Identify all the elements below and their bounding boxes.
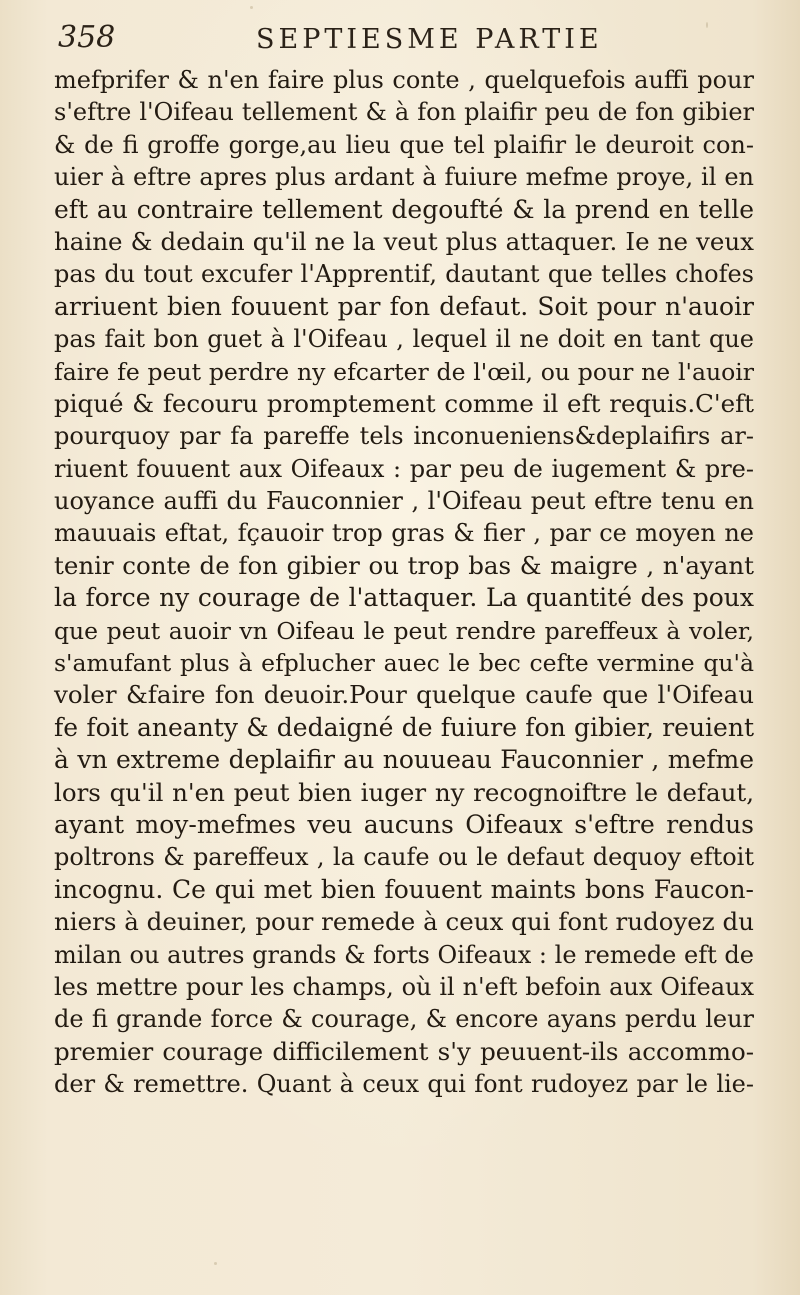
text-line: mefprifer & n'en faire plus conte , quelquefois auffi pour (54, 66, 754, 94)
text-line: arriuent bien fouuent par fon defaut. Soit pour n'auoir (54, 291, 754, 321)
paper-speck (250, 6, 253, 9)
text-line: voler &faire fon deuoir.Pour quelque caufe que l'Oifeau (54, 680, 754, 710)
main-text (54, 64, 754, 1101)
text-line: eft au contraire tellement degoufté & la prend en telle (54, 194, 754, 224)
text-line: incognu. Ce qui met bien fouuent maints bons Faucon- (54, 874, 754, 904)
text-line: fe foit aneanty & dedaigné de fuiure fon gibier, reuient (54, 712, 754, 742)
text-line: uoyance auffi du Fauconnier , l'Oifeau peut eftre tenu en (54, 487, 754, 516)
text-line: pas du tout excufer l'Apprentif, dautant que telles chofes (54, 260, 754, 289)
text-line: der & remettre. Quant à ceux qui font rudoyez par le lie- (54, 1070, 754, 1099)
text-line: tenir conte de fon gibier ou trop bas & maigre , n'ayant (54, 550, 754, 580)
running-title: SEPTIESME PARTIE (256, 24, 603, 55)
text-line: de fi grande force & courage, & encore ayans perdu leur (54, 1005, 754, 1034)
text-line: piqué & fecouru promptement comme il eft requis.C'eft (54, 388, 754, 418)
running-header (58, 20, 758, 60)
text-line: niers à deuiner, pour remede à ceux qui font rudoyez du (54, 907, 754, 937)
text-line: premier courage difficilement s'y peuuent-ils accommo- (54, 1036, 754, 1066)
text-line: ayant moy-mefmes veu aucuns Oifeaux s'eftre rendus (54, 809, 754, 839)
text-line: poltrons & pareffeux , la caufe ou le defaut dequoy eftoit (54, 843, 754, 872)
text-line: & de fi groffe gorge,au lieu que tel plaifir le deuroit con- (54, 130, 754, 159)
text-line: riuent fouuent aux Oifeaux : par peu de iugement & pre- (54, 454, 754, 483)
paper-speck (214, 1262, 217, 1265)
text-line: pas fait bon guet à l'Oifeau , lequel il ne doit en tant que (54, 325, 754, 354)
text-line: haine & dedain qu'il ne la veut plus attaquer. Ie ne veux (54, 226, 754, 256)
text-line: mauuais eftat, fçauoir trop gras & fier , par ce moyen ne (54, 519, 754, 548)
text-line: s'amufant plus à efplucher auec le bec cefte vermine qu'à (54, 649, 754, 678)
text-line: à vn extreme deplaifir au nouueau Fauconnier , mefme (54, 745, 754, 775)
text-line: que peut auoir vn Oifeau le peut rendre pareffeux à voler, (54, 616, 754, 645)
text-line: pourquoy par fa pareffe tels inconueniens&deplaifirs ar- (54, 422, 754, 451)
text-line: la force ny courage de l'attaquer. La quantité des poux (54, 583, 754, 613)
text-line: lors qu'il n'en peut bien iuger ny recognoiftre le defaut, (54, 777, 754, 807)
text-line: s'eftre l'Oifeau tellement & à fon plaifir peu de fon gibier (54, 98, 754, 127)
text-line: uier à eftre apres plus ardant à fuiure mefme proye, il en (54, 163, 754, 192)
text-line: les mettre pour les champs, où il n'eft befoin aux Oifeaux (54, 972, 754, 1001)
text-line: milan ou autres grands & forts Oifeaux : le remede eft de (54, 940, 754, 969)
text-line: faire fe peut perdre ny efcarter de l'œil, ou pour ne l'auoir (54, 357, 754, 386)
page-number: 358 (58, 20, 116, 55)
